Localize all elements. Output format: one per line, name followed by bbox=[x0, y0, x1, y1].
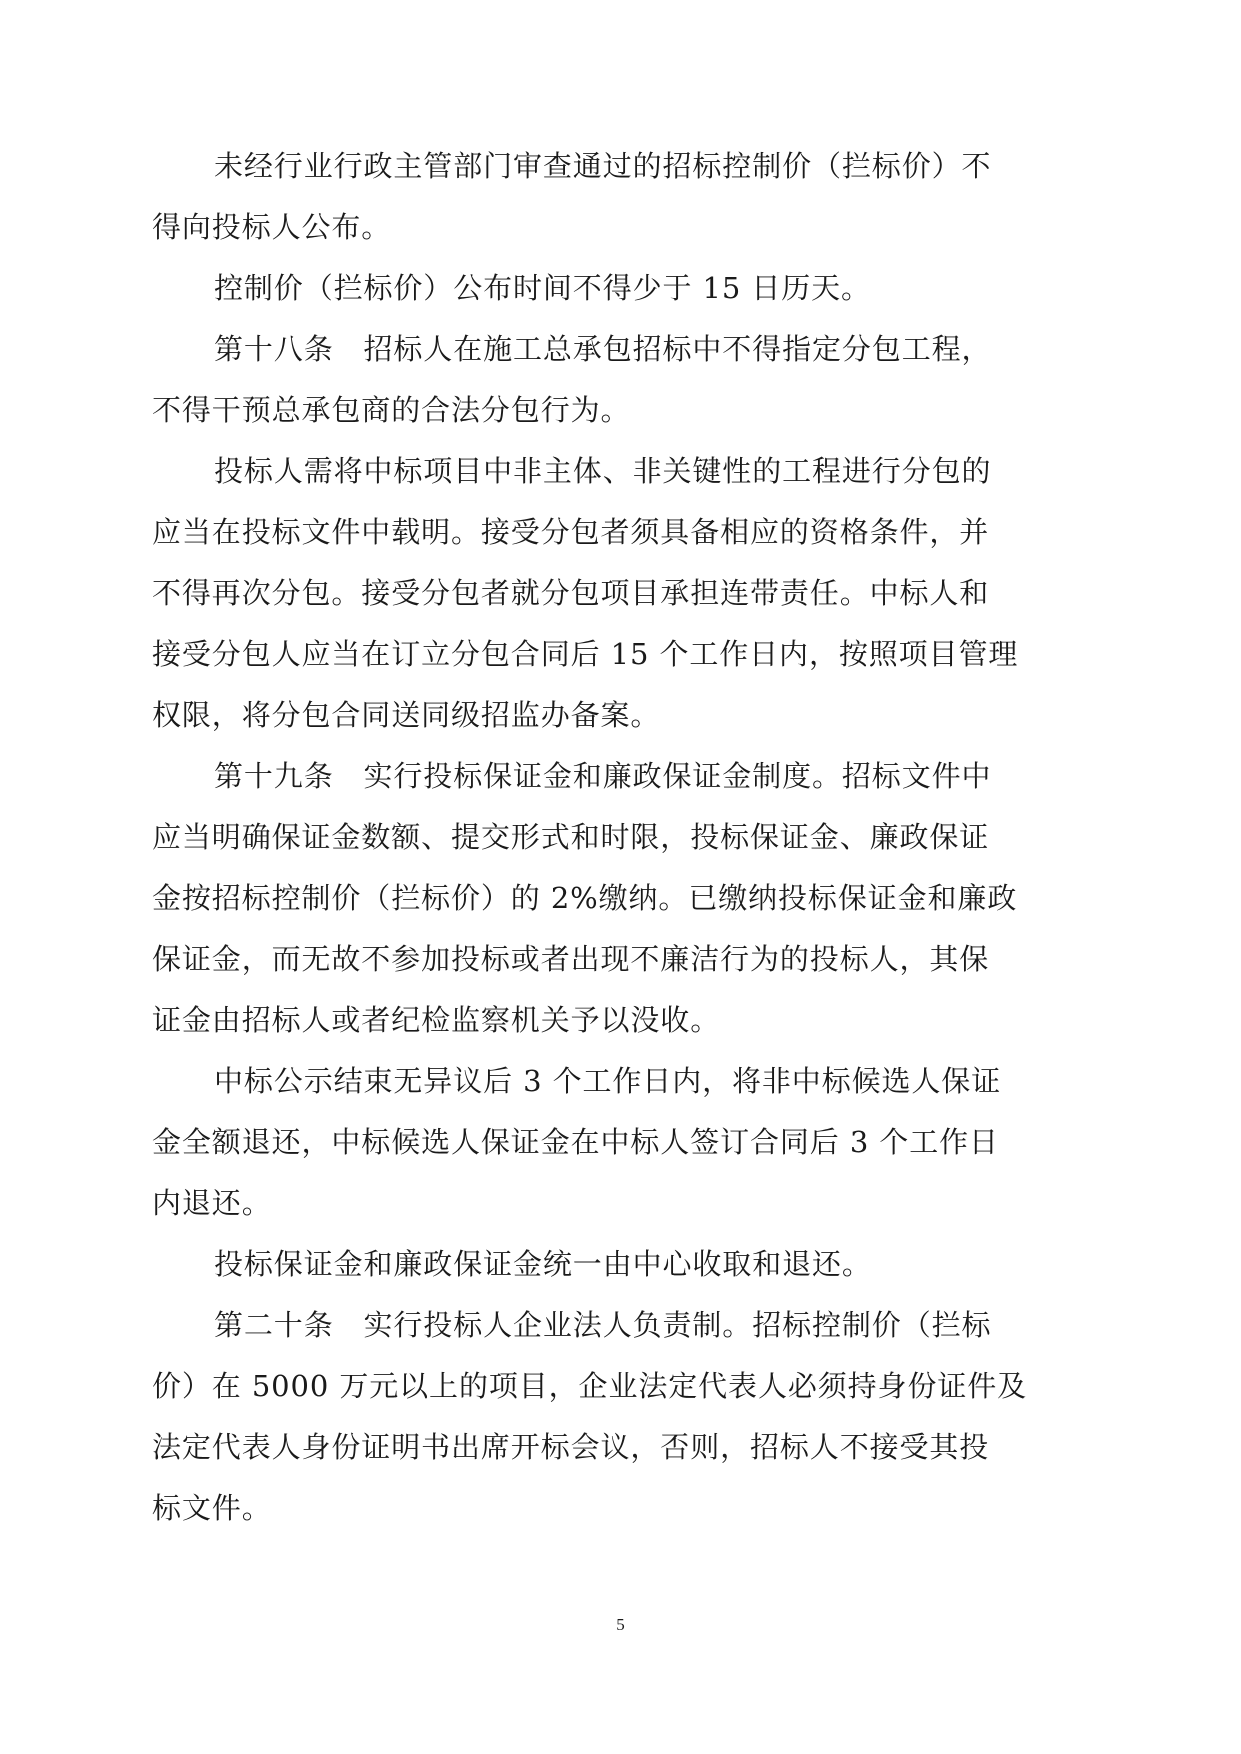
text-line: 控制价（拦标价）公布时间不得少于 15 日历天。 bbox=[214, 271, 871, 305]
text-line: 第十八条 招标人在施工总承包招标中不得指定分包工程， bbox=[214, 332, 992, 366]
text-line: 保证金，而无故不参加投标或者出现不廉洁行为的投标人，其保 bbox=[152, 942, 990, 976]
text-line: 金按招标控制价（拦标价）的 2%缴纳。已缴纳投标保证金和廉政 bbox=[152, 881, 1018, 915]
page-number: 5 bbox=[616, 1615, 625, 1634]
text-line: 应当在投标文件中载明。接受分包者须具备相应的资格条件，并 bbox=[152, 515, 990, 549]
text-line: 权限，将分包合同送同级招监办备案。 bbox=[152, 698, 661, 732]
text-line: 得向投标人公布。 bbox=[152, 210, 392, 244]
text-line: 未经行业行政主管部门审查通过的招标控制价（拦标价）不 bbox=[214, 149, 992, 183]
text-line: 金全额退还，中标候选人保证金在中标人签订合同后 3 个工作日 bbox=[152, 1125, 999, 1159]
text-line: 法定代表人身份证明书出席开标会议，否则，招标人不接受其投 bbox=[152, 1430, 990, 1464]
text-line: 投标保证金和廉政保证金统一由中心收取和退还。 bbox=[214, 1247, 872, 1281]
text-line: 不得再次分包。接受分包者就分包项目承担连带责任。中标人和 bbox=[152, 576, 990, 610]
text-line: 接受分包人应当在订立分包合同后 15 个工作日内，按照项目管理 bbox=[152, 637, 1019, 671]
text-line: 中标公示结束无异议后 3 个工作日内，将非中标候选人保证 bbox=[214, 1064, 1002, 1098]
text-line: 第二十条 实行投标人企业法人负责制。招标控制价（拦标 bbox=[214, 1308, 992, 1342]
text-line: 应当明确保证金数额、提交形式和时限，投标保证金、廉政保证 bbox=[152, 820, 990, 854]
text-line: 第十九条 实行投标保证金和廉政保证金制度。招标文件中 bbox=[214, 759, 992, 793]
text-line: 证金由招标人或者纪检监察机关予以没收。 bbox=[152, 1003, 721, 1037]
text-line: 价）在 5000 万元以上的项目，企业法定代表人必须持身份证件及 bbox=[152, 1369, 1028, 1403]
text-line: 不得干预总承包商的合法分包行为。 bbox=[152, 393, 631, 427]
text-line: 内退还。 bbox=[152, 1186, 272, 1220]
text-line: 标文件。 bbox=[152, 1491, 272, 1525]
text-line: 投标人需将中标项目中非主体、非关键性的工程进行分包的 bbox=[214, 454, 992, 488]
